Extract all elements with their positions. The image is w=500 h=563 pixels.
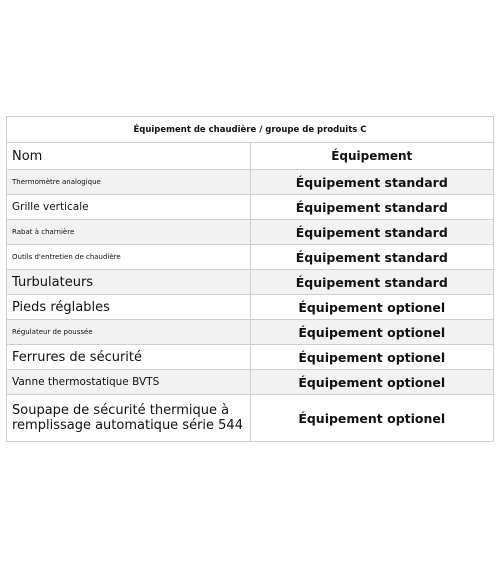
row-equipment: Équipement standard [250,270,494,295]
row-equipment: Équipement optionel [250,395,494,442]
equipment-table [6,116,494,442]
row-name: Soupape de sécurité thermique à remplissage automatique série 544 [7,395,251,442]
row-equipment: Équipement optionel [250,320,494,345]
table-row [7,370,494,395]
table-row [7,245,494,270]
row-name: Outils d'entretien de chaudière [7,245,251,270]
table-row [7,220,494,245]
table-caption: Équipement de chaudière / groupe de produits C [7,117,494,143]
table-row [7,170,494,195]
table-row [7,320,494,345]
row-equipment: Équipement optionel [250,345,494,370]
row-equipment: Équipement standard [250,245,494,270]
row-equipment: Équipement standard [250,220,494,245]
row-equipment: Équipement optionel [250,370,494,395]
row-name: Pieds réglables [7,295,251,320]
row-name: Vanne thermostatique BVTS [7,370,251,395]
header-equipment: Équipement [250,143,494,170]
row-equipment: Équipement standard [250,170,494,195]
table-row [7,295,494,320]
row-name: Turbulateurs [7,270,251,295]
row-name: Ferrures de sécurité [7,345,251,370]
row-name: Rabat à charnière [7,220,251,245]
row-equipment: Équipement optionel [250,295,494,320]
table-row [7,270,494,295]
header-name: Nom [7,143,251,170]
row-equipment: Équipement standard [250,195,494,220]
table-row [7,395,494,442]
row-name: Régulateur de poussée [7,320,251,345]
table-row [7,195,494,220]
table-header-row [7,143,494,170]
table-caption-row [7,117,494,143]
row-name: Grille verticale [7,195,251,220]
row-name: Thermomètre analogique [7,170,251,195]
table-row [7,345,494,370]
